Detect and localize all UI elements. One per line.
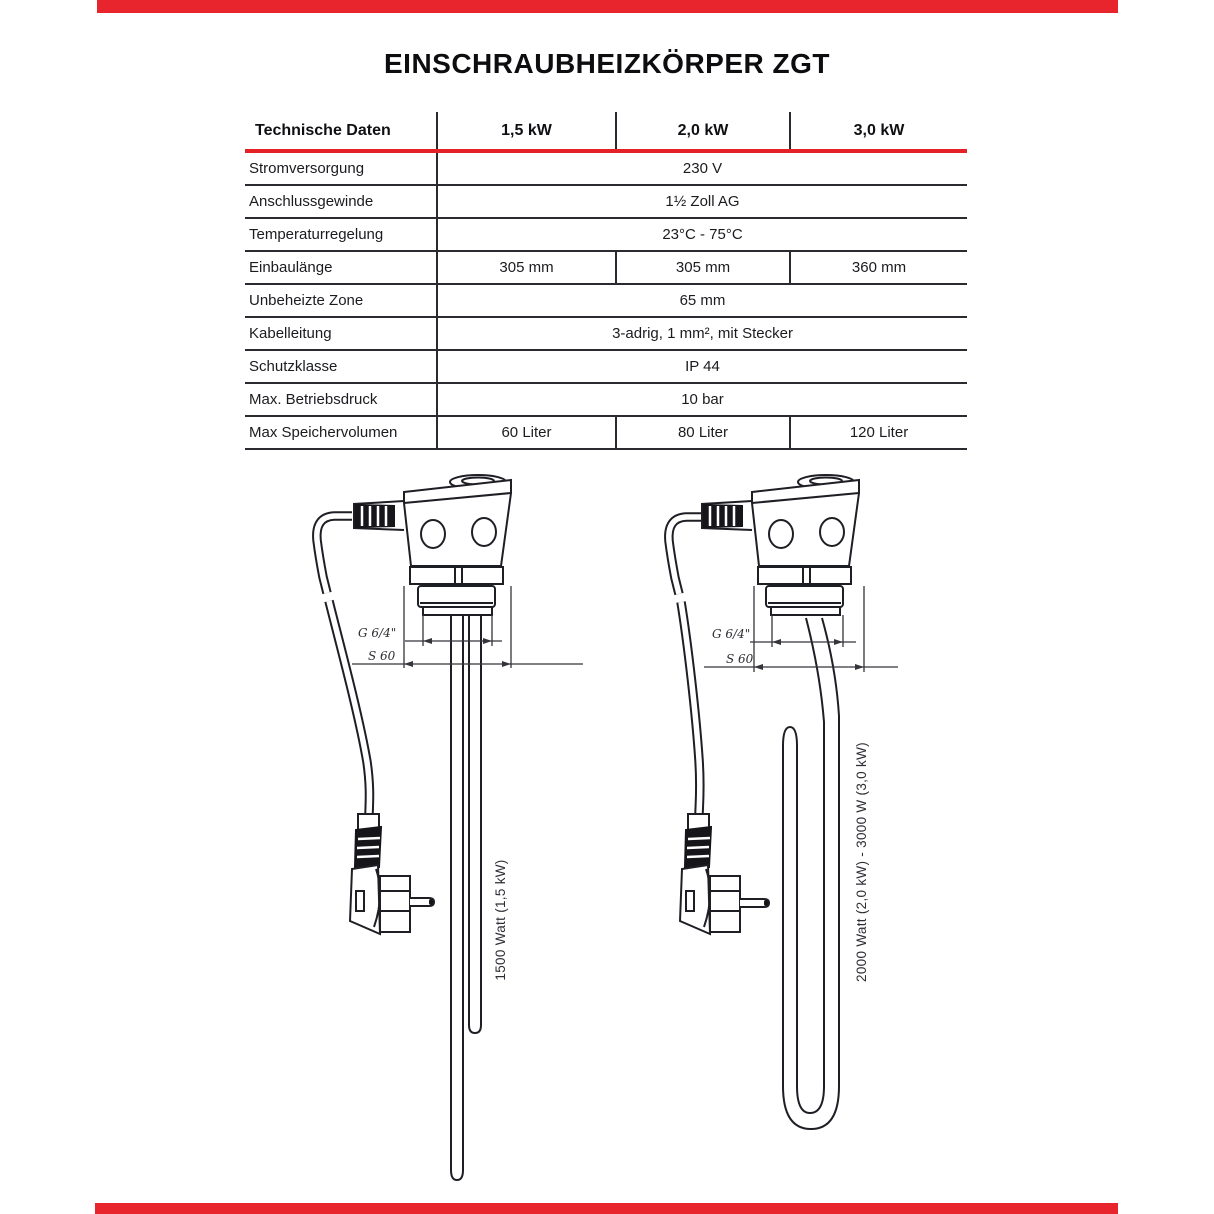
top-red-bar — [97, 0, 1118, 13]
dimension-label-wrench: S 60 — [368, 649, 396, 663]
table-row — [245, 284, 967, 317]
header-2-0-kw: 2,0 kW — [616, 112, 790, 151]
row-label: Kabelleitung — [245, 317, 437, 350]
row-value: 1½ Zoll AG — [437, 185, 967, 218]
dimension-label-wrench: S 60 — [726, 652, 754, 666]
table-row — [245, 151, 967, 185]
row-label: Einbaulänge — [245, 251, 437, 284]
row-label: Anschlussgewinde — [245, 185, 437, 218]
row-value: 230 V — [437, 151, 967, 185]
heater-head — [354, 475, 511, 615]
heating-u-tube — [783, 618, 839, 1129]
table-row — [245, 185, 967, 218]
power-rating-label: 2000 Watt (2,0 kW) - 3000 W (3,0 kW) — [854, 742, 869, 982]
row-value: 80 Liter — [616, 416, 790, 449]
power-rating-label: 1500 Watt (1,5 kW) — [493, 859, 508, 981]
row-label: Max. Betriebsdruck — [245, 383, 437, 416]
table-row — [245, 383, 967, 416]
technical-data-table — [245, 112, 967, 450]
bottom-red-bar — [95, 1203, 1118, 1214]
drawing-heater-2-3kw — [630, 455, 970, 1200]
page-title: EINSCHRAUBHEIZKÖRPER ZGT — [383, 48, 830, 79]
thread-collar — [423, 607, 492, 615]
schuko-plug — [680, 814, 769, 934]
thread-collar — [771, 607, 840, 615]
row-value: 10 bar — [437, 383, 967, 416]
table-row — [245, 317, 967, 350]
dimension-label-thread: G 6/4" — [358, 626, 397, 640]
header-technische-daten: Technische Daten — [245, 112, 437, 151]
schuko-plug — [350, 814, 434, 934]
row-label: Schutzklasse — [245, 350, 437, 383]
table-row — [245, 218, 967, 251]
dimension-label-thread: G 6/4" — [712, 627, 751, 641]
heating-rod — [451, 615, 481, 1180]
row-value: 305 mm — [437, 251, 616, 284]
row-label: Temperaturregelung — [245, 218, 437, 251]
header-3-0-kw: 3,0 kW — [790, 112, 967, 151]
row-value: 120 Liter — [790, 416, 967, 449]
table-row — [245, 416, 967, 449]
row-value: 360 mm — [790, 251, 967, 284]
row-label: Unbeheizte Zone — [245, 284, 437, 317]
row-value: 23°C - 75°C — [437, 218, 967, 251]
table-header-row — [245, 112, 967, 151]
drawing-heater-1-5kw — [290, 455, 620, 1200]
hex-band — [758, 567, 851, 584]
row-label: Max Speichervolumen — [245, 416, 437, 449]
row-label: Stromversorgung — [245, 151, 437, 185]
row-value: IP 44 — [437, 350, 967, 383]
row-value: 60 Liter — [437, 416, 616, 449]
hex-band — [410, 567, 503, 584]
power-cord — [317, 516, 370, 816]
power-cord — [669, 517, 702, 816]
table-row — [245, 350, 967, 383]
row-value: 3-adrig, 1 mm², mit Stecker — [437, 317, 967, 350]
row-value: 65 mm — [437, 284, 967, 317]
heater-head — [702, 475, 859, 615]
table-row — [245, 251, 967, 284]
header-1-5-kw: 1,5 kW — [437, 112, 616, 151]
row-value: 305 mm — [616, 251, 790, 284]
